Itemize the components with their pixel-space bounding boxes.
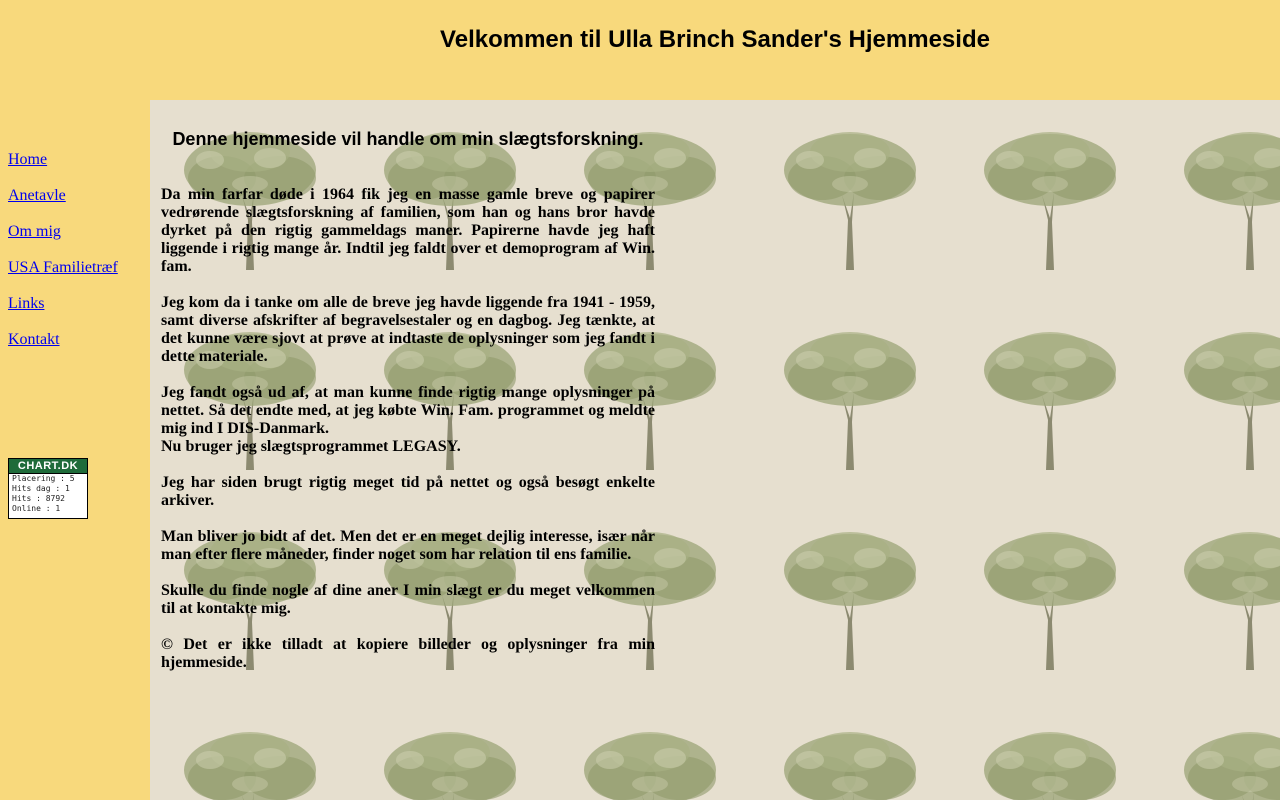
paragraph-breve: Jeg kom da i tanke om alle de breve jeg havde liggende fra 1941 - 1959, samt diverse afskrifter af begravelsestaler og en dagbog. Jeg tænkte, at det kunne være sjovt at prøve at indtaste de oplysninger som jeg fandt i dette materiale. (161, 294, 655, 365)
nav-link-kontakt[interactable]: Kontakt (8, 331, 60, 348)
paragraph-arkiver: Jeg har siden brugt rigtig meget tid på nettet og også besøgt enkelte arkiver. (161, 474, 655, 509)
main-content-area (150, 100, 1280, 800)
nav-item-usa-familietraef (8, 258, 118, 294)
paragraph-nettet: Jeg fandt også ud af, at man kunne finde rigtig mange oplysninger på nettet. Så det endte med, at jeg købte Win. Fam. programmet og meldte mig ind I DIS-Danmark. (161, 384, 655, 437)
nav-link-anetavle[interactable]: Anetavle (8, 187, 66, 204)
article (161, 128, 655, 690)
site-title: Velkommen til Ulla Brinch Sander's Hjemmeside (440, 26, 990, 53)
nav-item-anetavle (8, 186, 118, 222)
nav-item-home (8, 150, 118, 186)
counter-placering: Placering : 5 (12, 474, 75, 483)
paragraph-kontakt: Skulle du finde nogle af dine aner I min slægt er du meget velkommen til at kontakte mig. (161, 582, 655, 617)
nav-item-kontakt (8, 330, 118, 366)
nav-link-links[interactable]: Links (8, 295, 45, 312)
nav-item-links (8, 294, 118, 330)
paragraph-farfar: Da min farfar døde i 1964 fik jeg en masse gamle breve og papirer vedrørende slægtsforskning af familien, som han og hans bror havde dyrket på den rigtig gammeldags maner. Papirerne havde jeg haft liggende i rigtig mange år. Indtil jeg faldt over et demoprogram af Win. fam. (161, 186, 655, 275)
page-header (0, 0, 1280, 100)
intro-heading: Denne hjemmeside vil handle om min slægtsforskning. (172, 129, 644, 149)
paragraph-legasy: Nu bruger jeg slægtsprogrammet LEGASY. (161, 438, 461, 455)
nav-link-om-mig[interactable]: Om mig (8, 223, 61, 240)
sidebar-nav (8, 150, 118, 366)
counter-online: Online : 1 (12, 504, 61, 513)
nav-item-om-mig (8, 222, 118, 258)
counter-hits-dag: Hits dag : 1 (12, 484, 70, 493)
copyright-notice: © Det er ikke tilladt at kopiere billeder og oplysninger fra min hjemmeside. (161, 636, 655, 671)
counter-hits: Hits : 8792 (12, 494, 65, 503)
paragraph-interesse: Man bliver jo bidt af det. Men det er en meget dejlig interesse, især når man efter flere måneder, finder noget som har relation til ens familie. (161, 528, 655, 563)
counter-brand: CHART.DK (9, 459, 87, 474)
nav-link-usa-familietraef[interactable]: USA Familietræf (8, 259, 118, 276)
sidebar (0, 100, 150, 800)
chart-dk-counter-badge[interactable] (8, 458, 88, 519)
nav-link-home[interactable]: Home (8, 151, 48, 168)
